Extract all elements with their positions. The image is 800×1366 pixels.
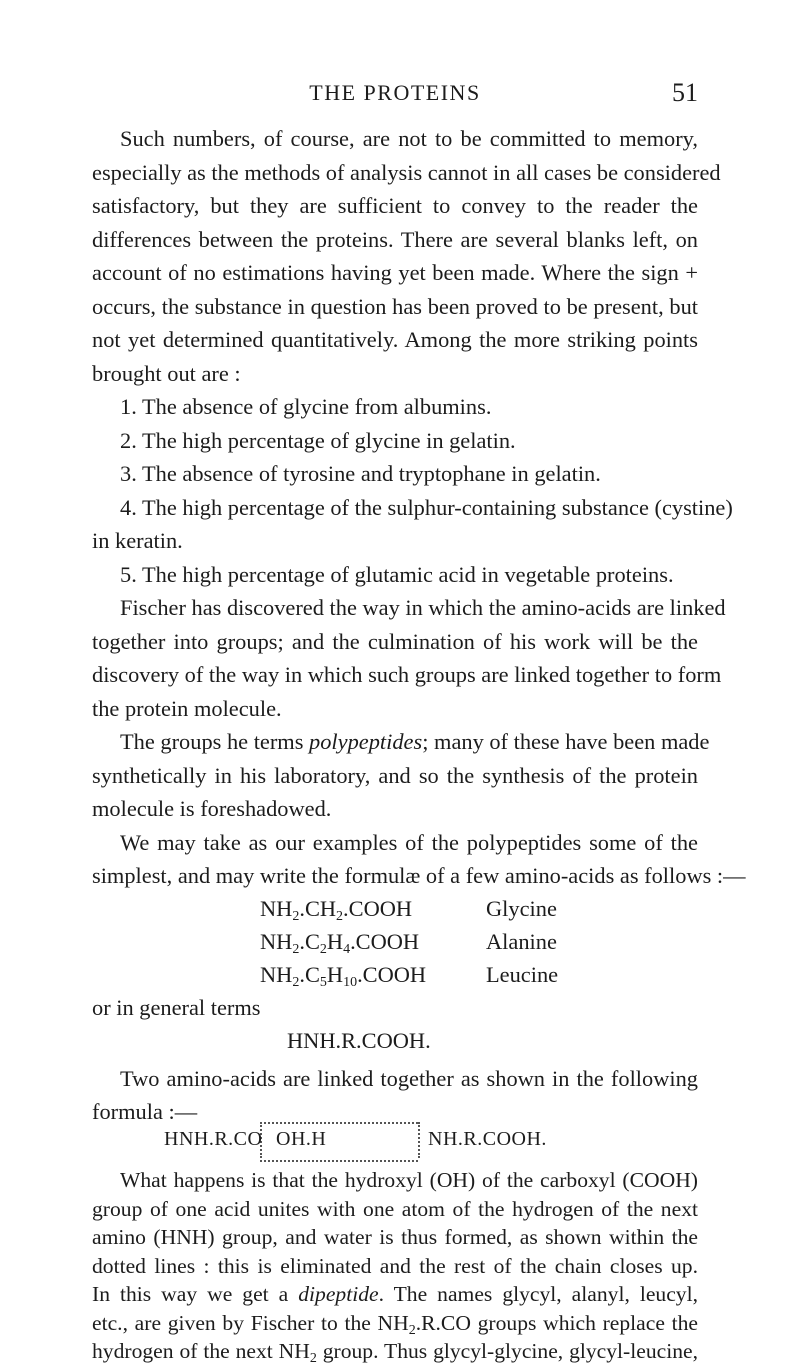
text-line: the protein molecule. xyxy=(92,695,282,721)
term-dipeptide: dipeptide xyxy=(298,1282,379,1306)
formula-part: .C xyxy=(299,962,320,987)
text-line xyxy=(92,1337,698,1366)
formula-name: Alanine xyxy=(486,929,557,954)
running-title: THE PROTEINS xyxy=(309,80,481,105)
subscript: 2 xyxy=(292,909,300,924)
subscript: 5 xyxy=(319,975,327,990)
text-line: satisfactory, but they are sufficient to convey to the reader the xyxy=(92,193,698,218)
running-head xyxy=(92,76,698,110)
text-line: Fischer has discovered the way in which the amino-acids are linked xyxy=(120,595,726,620)
text-run: The groups he terms xyxy=(120,729,310,754)
text-line: group of one acid unites with one atom of the hydrogen of the next xyxy=(92,1196,698,1221)
formula-glycine xyxy=(260,892,412,926)
formula-part: .COOH xyxy=(343,896,413,921)
list-item: 3. The absence of tyrosine and tryptophane in gelatin. xyxy=(120,461,601,486)
text-line: What happens is that the hydroxyl (OH) of the carboxyl (COOH) xyxy=(120,1168,698,1192)
text-run: hydrogen of the next NH xyxy=(92,1339,310,1363)
text-line: account of no estimations having yet been made. Where the sign + xyxy=(92,260,698,285)
text-run: . The names glycyl, alanyl, leucyl, xyxy=(378,1282,698,1306)
linked-left: HNH.R.CO xyxy=(164,1128,263,1150)
text-line: simplest, and may write the formulæ of a few amino-acids as follows :— xyxy=(92,863,746,888)
text-line xyxy=(92,1309,698,1338)
text-line: discovery of the way in which such groups are linked together to form xyxy=(92,662,722,687)
linked-right: NH.R.COOH. xyxy=(428,1128,547,1150)
formula-name: Leucine xyxy=(486,962,559,987)
text-line: Two amino-acids are linked together as shown in the following xyxy=(120,1066,698,1091)
subscript: 2 xyxy=(309,1351,317,1366)
text-run: group. Thus glycyl-glycine, glycyl-leucine, xyxy=(316,1339,698,1363)
formula-part: .COOH xyxy=(357,962,427,987)
formula-part: .C xyxy=(299,929,320,954)
formula-name: Glycine xyxy=(486,896,557,921)
subscript: 2 xyxy=(408,1322,416,1338)
text-line: occurs, the substance in question has been proved to be present, but xyxy=(92,293,698,319)
subscript: 2 xyxy=(292,942,300,957)
body-text xyxy=(92,122,746,893)
text-line xyxy=(92,1280,698,1309)
subscript: 2 xyxy=(319,942,327,957)
text-run: In this way we get a xyxy=(92,1282,299,1306)
text-line: especially as the methods of analysis cannot in all cases be considered xyxy=(92,159,721,185)
text-run: .R.CO groups which replace the xyxy=(415,1310,698,1335)
formula-part: H xyxy=(326,962,344,987)
list-item: 5. The high percentage of glutamic acid in vegetable proteins. xyxy=(120,561,674,587)
text-line: synthetically in his laboratory, and so the synthesis of the protein xyxy=(92,762,698,788)
text-line: Such numbers, of course, are not to be committed to memory, xyxy=(120,126,698,151)
list-item-continuation: in keratin. xyxy=(92,528,183,553)
list-item: 1. The absence of glycine from albumins. xyxy=(120,394,492,419)
formula-leucine xyxy=(260,958,426,992)
formula-part: NH xyxy=(260,962,293,987)
closing-paragraph xyxy=(92,1166,698,1366)
subscript: 10 xyxy=(343,975,358,990)
text-line: brought out are : xyxy=(92,360,241,386)
text-line: or in general terms xyxy=(92,995,261,1020)
text-run: etc., are given by Fischer to the NH xyxy=(92,1310,409,1335)
formula-part: .COOH xyxy=(350,929,420,954)
dotted-divider xyxy=(418,1122,420,1158)
list-item: 2. The high percentage of glycine in gelatin. xyxy=(120,427,516,453)
subscript: 4 xyxy=(343,942,351,957)
text-line: We may take as our examples of the polypeptides some of the xyxy=(120,829,698,855)
text-run: ; many of these have been made xyxy=(422,729,710,754)
text-line xyxy=(92,725,710,759)
formula-part: NH xyxy=(260,929,293,954)
formula-part: .CH xyxy=(299,896,337,921)
linked-middle: OH.H xyxy=(276,1128,327,1150)
formula-part: NH xyxy=(260,896,293,921)
list-item: 4. The high percentage of the sulphur-containing substance (cystine) xyxy=(120,494,733,520)
text-line: molecule is foreshadowed. xyxy=(92,796,332,821)
subscript: 2 xyxy=(336,909,344,924)
text-line: together into groups; and the culmination of his work will be the xyxy=(92,628,698,654)
linked-formula xyxy=(92,1122,698,1162)
subscript: 2 xyxy=(292,975,300,990)
general-formula: HNH.R.COOH. xyxy=(287,1028,431,1053)
text-line: dotted lines : this is eliminated and the rest of the chain closes up. xyxy=(92,1253,698,1278)
page-number: 51 xyxy=(672,78,698,107)
term-polypeptides: polypeptides xyxy=(309,729,423,754)
text-line: not yet determined quantitatively. Among the more striking points xyxy=(92,327,698,352)
formula-alanine xyxy=(260,925,419,959)
text-line: amino (HNH) group, and water is thus formed, as shown within the xyxy=(92,1225,698,1249)
text-line: formula :— xyxy=(92,1099,198,1124)
formula-part: H xyxy=(326,929,344,954)
text-line: differences between the proteins. There are several blanks left, on xyxy=(92,226,698,252)
